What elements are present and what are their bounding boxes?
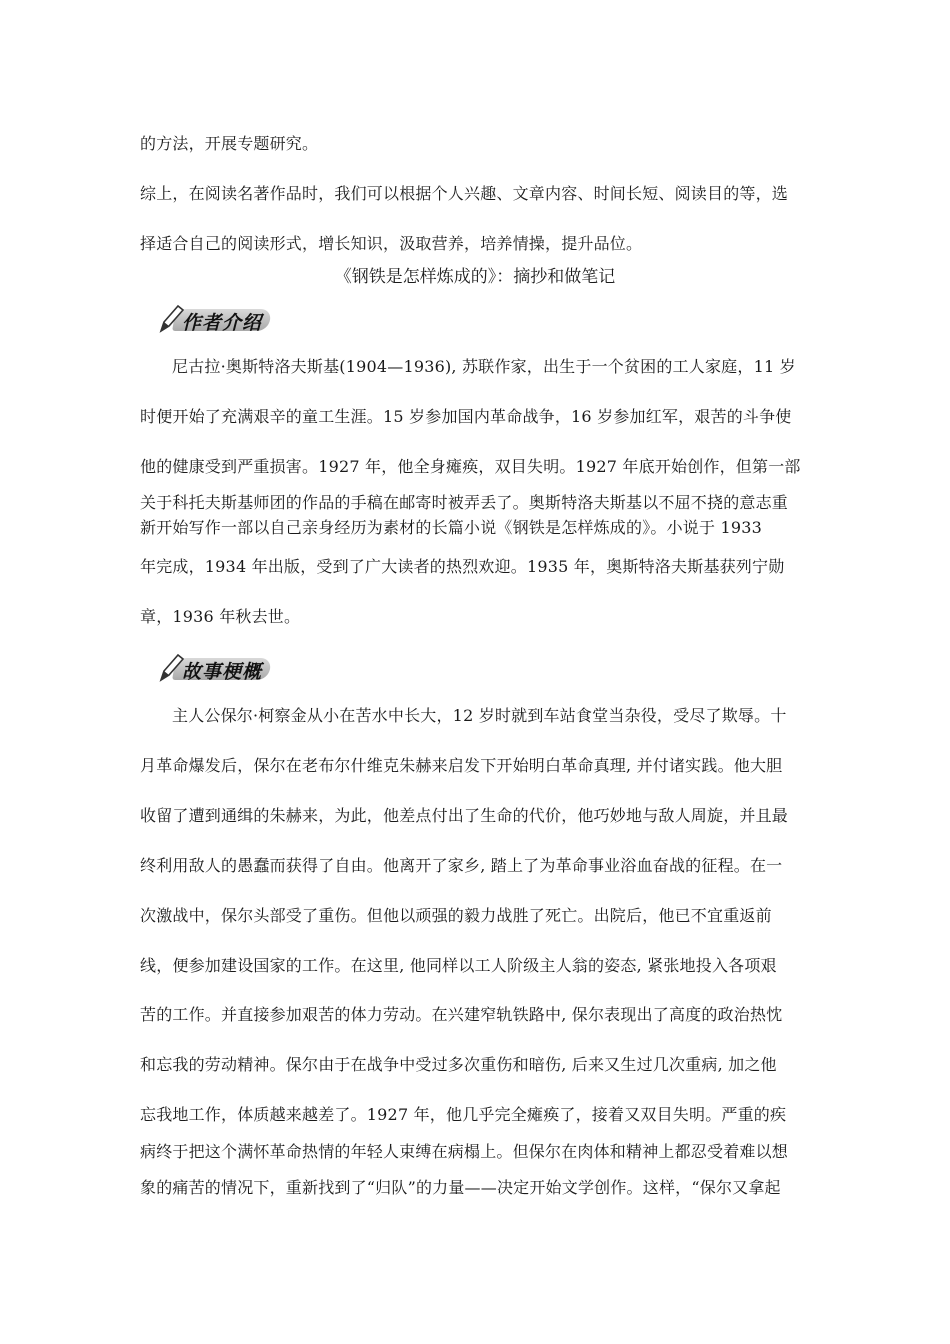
author-line: 年完成，1934 年出版，受到了广大读者的热烈欢迎。1935 年，奥斯特洛夫斯基获列宁勋 [140, 557, 785, 576]
intro-line: 择适合自己的阅读形式，增长知识，汲取营养，培养情操，提升品位。 [140, 234, 643, 253]
story-line: 月革命爆发后，保尔在老布尔什维克朱赫来启发下开始明白革命真理, 并付诸实践。他大胆 [140, 756, 783, 775]
section-badge-author [158, 304, 270, 334]
intro-line: 综上，在阅读名著作品时，我们可以根据个人兴趣、文章内容、时间长短、阅读目的等，选 [140, 184, 789, 203]
author-line: 尼古拉·奥斯特洛夫斯基(1904—1936), 苏联作家，出生于一个贫困的工人家庭，11 岁 [172, 357, 796, 376]
author-line: 章，1936 年秋去世。 [140, 607, 301, 626]
section-badge-story [158, 653, 270, 683]
story-line: 苦的工作。并直接参加艰苦的体力劳动。在兴建窄轨铁路中, 保尔表现出了高度的政治热忱 [140, 1005, 783, 1024]
section-heading: 故事梗概 [182, 661, 263, 683]
story-line: 病终于把这个满怀革命热情的年轻人束缚在病榻上。但保尔在肉体和精神上都忍受着难以想 [140, 1142, 789, 1161]
story-line: 次激战中，保尔头部受了重伤。但他以顽强的毅力战胜了死亡。出院后，他已不宜重返前 [140, 906, 772, 925]
story-line: 主人公保尔·柯察金从小在苦水中长大，12 岁时就到车站食堂当杂役，受尽了欺辱。十 [172, 706, 787, 725]
document-title: 《钢铁是怎样炼成的》：摘抄和做笔记 [334, 267, 616, 287]
story-line: 线，便参加建设国家的工作。在这里, 他同样以工人阶级主人翁的姿态, 紧张地投入各项艰 [140, 956, 777, 975]
section-heading: 作者介绍 [182, 312, 263, 334]
intro-line: 的方法，开展专题研究。 [140, 134, 319, 153]
author-line: 新开始写作一部以自己亲身经历为素材的长篇小说《钢铁是怎样炼成的》。小说于 1933 [140, 518, 763, 537]
story-line: 收留了遭到通缉的朱赫来，为此，他差点付出了生命的代价，他巧妙地与敌人周旋，并且最 [140, 806, 789, 825]
story-line: 终利用敌人的愚蠢而获得了自由。他离开了家乡, 踏上了为革命事业浴血奋战的征程。在一 [140, 856, 783, 875]
story-line: 忘我地工作，体质越来越差了。1927 年，他几乎完全瘫痪了，接着又双目失明。严重的疾 [140, 1105, 787, 1124]
author-line: 时便开始了充满艰辛的童工生涯。15 岁参加国内革命战争，16 岁参加红军，艰苦的斗争使 [140, 407, 792, 426]
author-line: 关于科托夫斯基师团的作品的手稿在邮寄时被弄丢了。奥斯特洛夫斯基以不屈不挠的意志重 [140, 493, 789, 512]
story-line: 和忘我的劳动精神。保尔由于在战争中受过多次重伤和暗伤, 后来又生过几次重病, 加之他 [140, 1055, 777, 1074]
author-line: 他的健康受到严重损害。1927 年，他全身瘫痪，双目失明。1927 年底开始创作，但第一部 [140, 457, 801, 476]
story-line: 象的痛苦的情况下，重新找到了“归队”的力量——决定开始文学创作。这样，“保尔又拿起 [140, 1178, 781, 1197]
